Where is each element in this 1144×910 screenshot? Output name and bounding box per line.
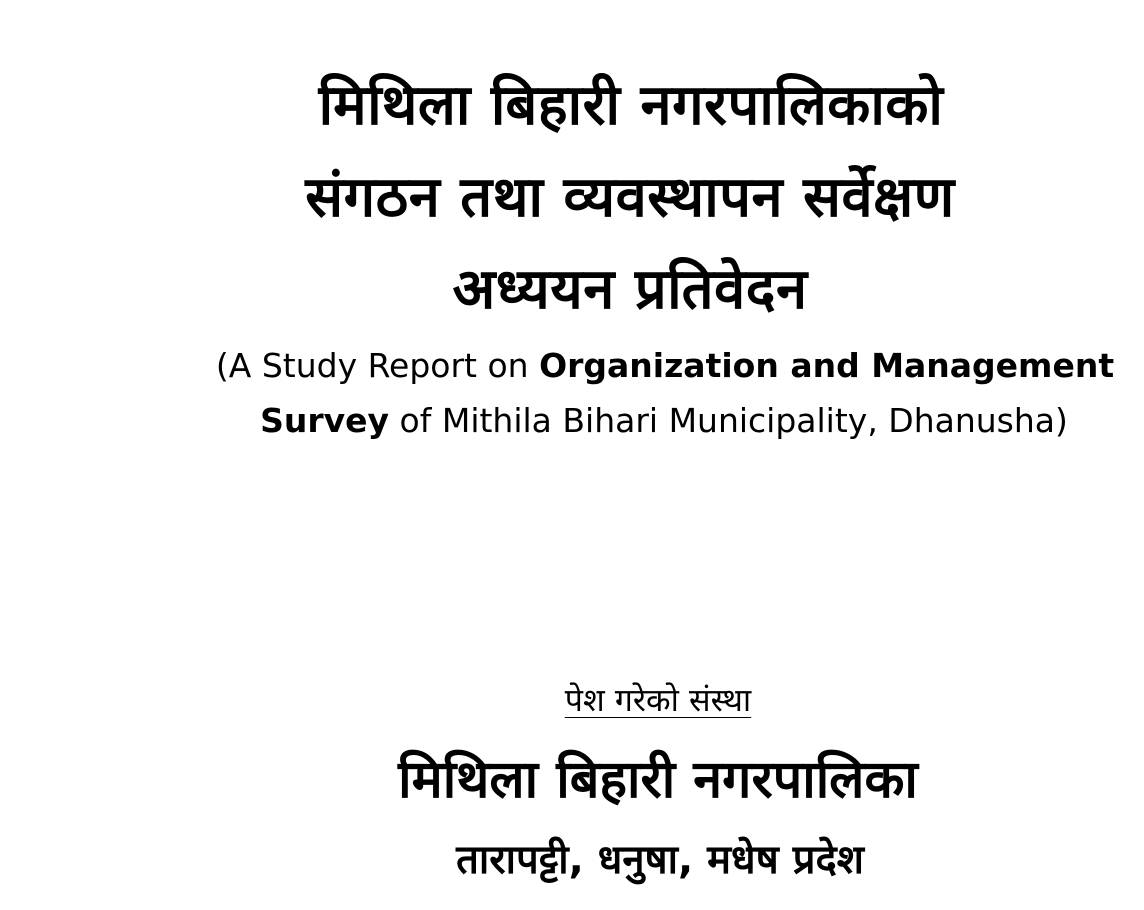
subtitle-open: (A Study Report on: [215, 346, 540, 385]
organization-address: तारापट्टी, धनुषा, मधेष प्रदेश: [456, 837, 864, 883]
title-line-3: अध्ययन प्रतिवेदन: [452, 257, 808, 322]
english-subtitle-line-2: [0, 401, 1144, 440]
title-line-2: संगठन तथा व्यवस्थापन सर्वेक्षण: [305, 165, 955, 230]
organization-name: मिथिला बिहारी नगरपालिका: [398, 750, 918, 810]
subtitle-bold-2: Survey: [260, 401, 390, 440]
subtitle-bold-1: Organization and Management: [539, 346, 1115, 385]
english-subtitle-line-1: [0, 346, 1144, 385]
title-line-1: मिथिला बिहारी नगरपालिकाको: [318, 73, 944, 138]
submitted-by-label: पेश गरेको संस्था: [564, 681, 752, 719]
subtitle-rest: of Mithila Bihari Municipality, Dhanusha): [389, 401, 1068, 440]
